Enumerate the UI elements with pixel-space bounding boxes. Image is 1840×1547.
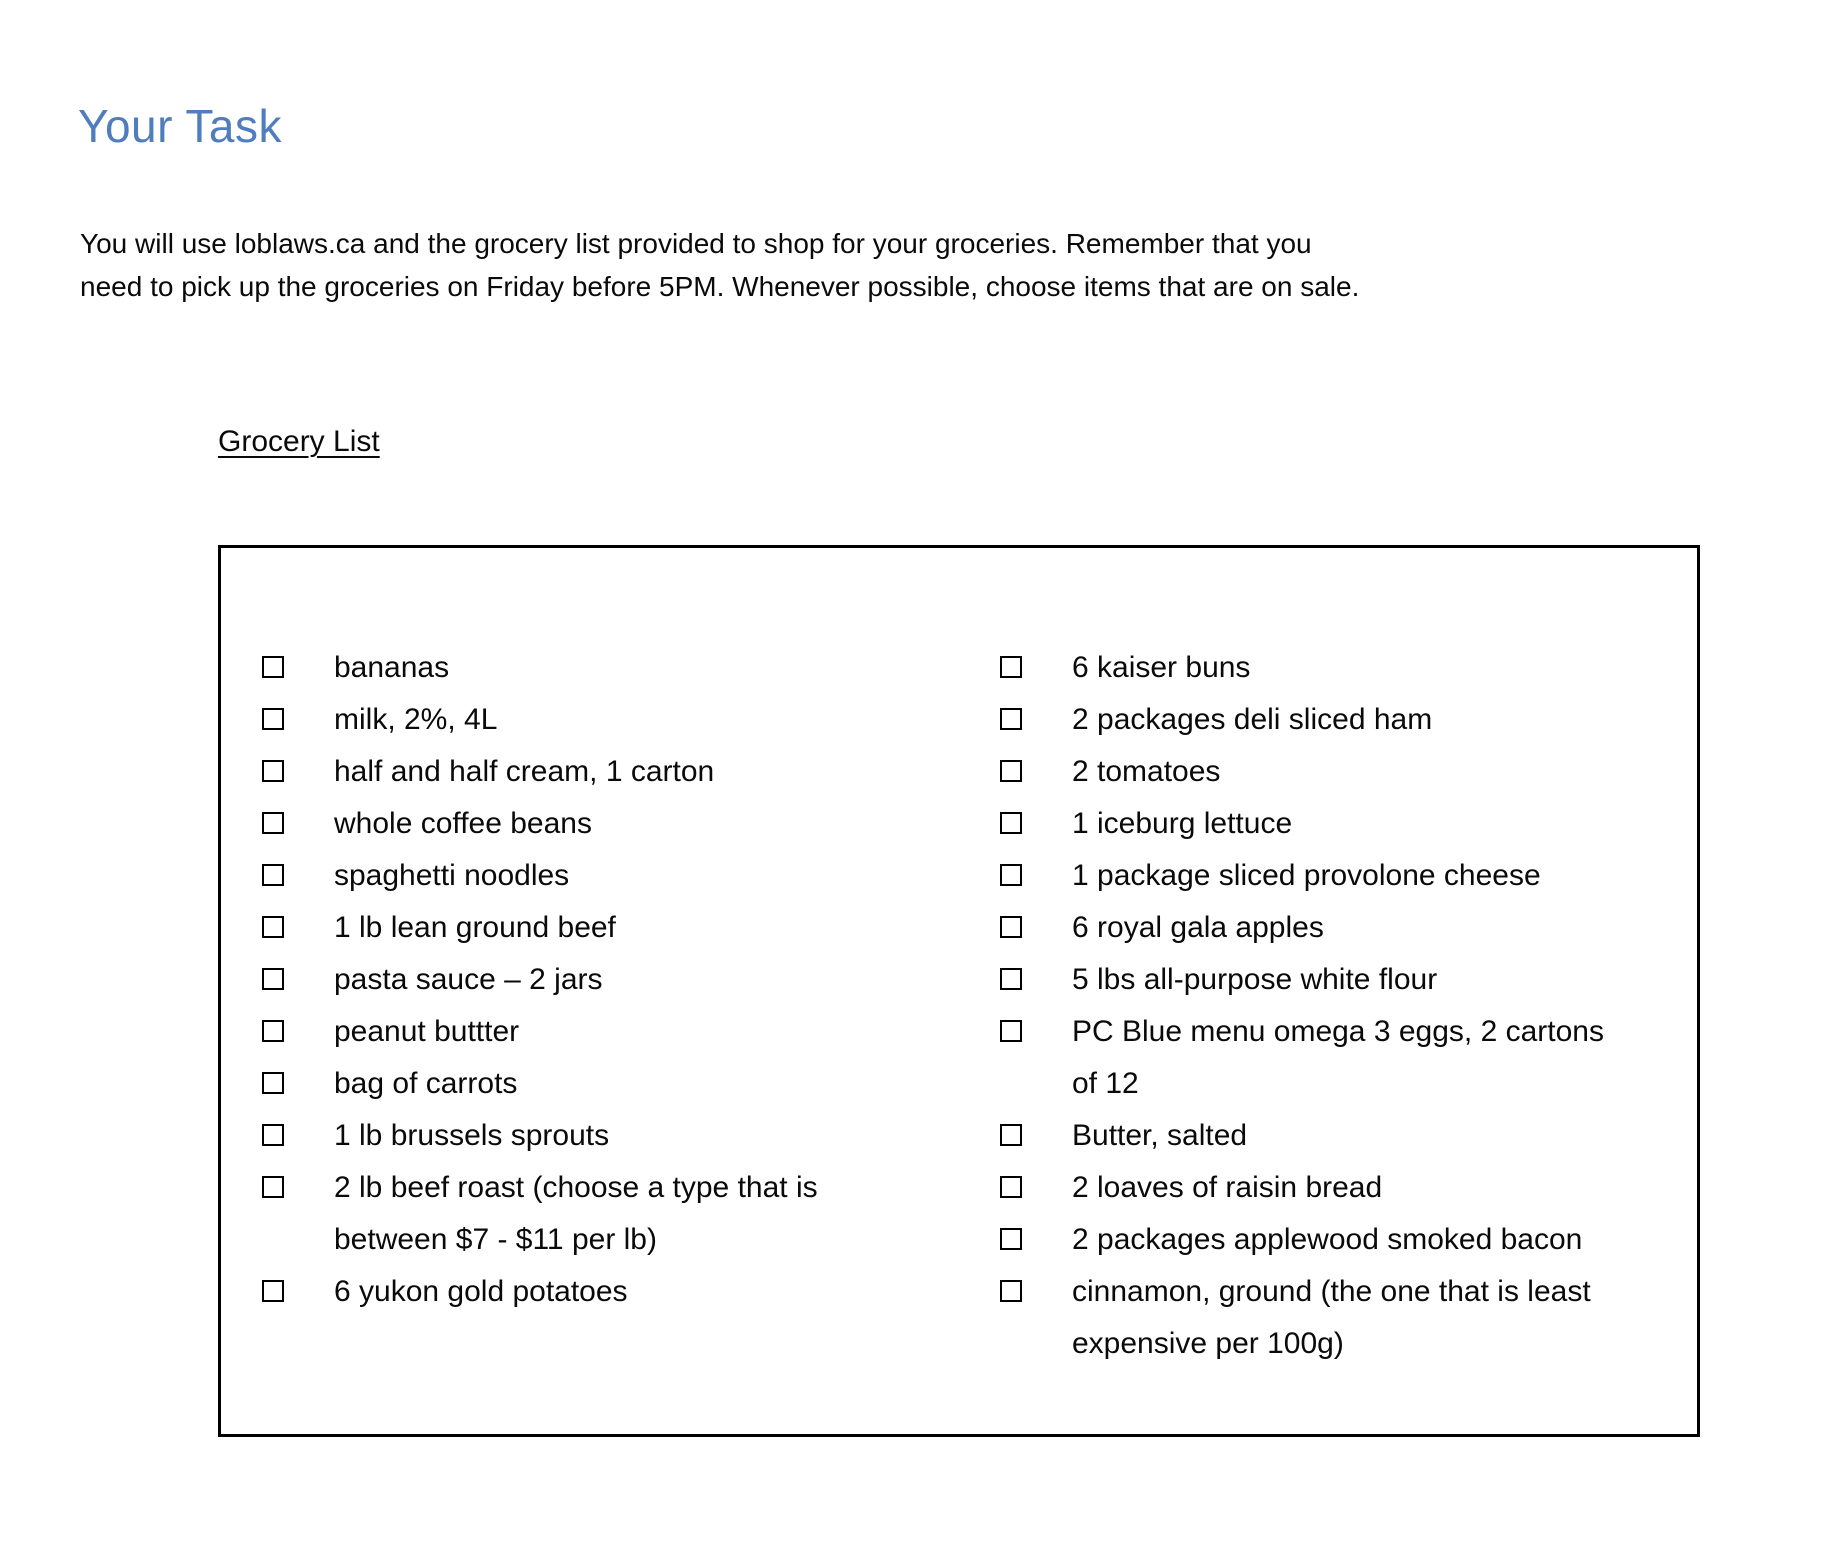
checkbox-icon[interactable] <box>262 760 284 782</box>
grocery-item-text: whole coffee beans <box>334 807 592 840</box>
checkbox-icon[interactable] <box>262 1176 284 1198</box>
grocery-item-text: 2 tomatoes <box>1072 755 1221 788</box>
grocery-item <box>1000 1214 1604 1266</box>
grocery-item <box>262 694 818 746</box>
grocery-item <box>1000 642 1604 694</box>
grocery-item <box>1000 902 1604 954</box>
grocery-item-text: peanut buttter <box>334 1015 520 1048</box>
checkbox-icon[interactable] <box>1000 760 1022 782</box>
grocery-item <box>262 1006 818 1058</box>
checkbox-icon[interactable] <box>262 1020 284 1042</box>
grocery-item-text: 5 lbs all-purpose white flour <box>1072 963 1438 996</box>
grocery-item-text: 1 iceburg lettuce <box>1072 807 1293 840</box>
grocery-list-heading: Grocery List <box>218 425 380 458</box>
grocery-item-text: 6 kaiser buns <box>1072 651 1251 684</box>
grocery-item <box>262 1058 818 1110</box>
grocery-item-text: bag of carrots <box>334 1067 518 1100</box>
checkbox-icon[interactable] <box>1000 1228 1022 1250</box>
checkbox-icon[interactable] <box>1000 1020 1022 1042</box>
grocery-item <box>1000 954 1604 1006</box>
checkbox-icon[interactable] <box>1000 1280 1022 1302</box>
grocery-item-text: pasta sauce – 2 jars <box>334 963 603 996</box>
grocery-item <box>262 954 818 1006</box>
grocery-item-text: 2 packages applewood smoked bacon <box>1072 1223 1583 1256</box>
grocery-list-box <box>218 545 1700 1437</box>
grocery-list-column-left <box>262 642 818 1318</box>
grocery-list-column-right <box>1000 642 1604 1370</box>
grocery-item-text: 1 lb lean ground beef <box>334 911 616 944</box>
grocery-item <box>1000 746 1604 798</box>
grocery-item <box>262 850 818 902</box>
checkbox-icon[interactable] <box>1000 968 1022 990</box>
checkbox-icon[interactable] <box>1000 916 1022 938</box>
checkbox-icon[interactable] <box>262 812 284 834</box>
checkbox-icon[interactable] <box>262 1072 284 1094</box>
grocery-item <box>262 1266 818 1318</box>
grocery-item <box>1000 1006 1604 1110</box>
checkbox-icon[interactable] <box>262 1280 284 1302</box>
grocery-item <box>262 902 818 954</box>
grocery-item <box>262 642 818 694</box>
task-instructions-line-1: You will use loblaws.ca and the grocery list provided to shop for your groceries. Remember that you <box>80 228 1312 259</box>
checkbox-icon[interactable] <box>1000 812 1022 834</box>
checkbox-icon[interactable] <box>262 708 284 730</box>
page-title: Your Task <box>78 99 282 152</box>
grocery-item-text: spaghetti noodles <box>334 859 570 892</box>
grocery-item-text: Butter, salted <box>1072 1119 1248 1152</box>
grocery-item-text: 2 lb beef roast (choose a type that is between $7 - $11 per lb) <box>334 1171 818 1256</box>
checkbox-icon[interactable] <box>1000 1124 1022 1146</box>
grocery-item <box>262 798 818 850</box>
grocery-item <box>262 1110 818 1162</box>
grocery-item <box>1000 850 1604 902</box>
checkbox-icon[interactable] <box>262 656 284 678</box>
checkbox-icon[interactable] <box>262 864 284 886</box>
checkbox-icon[interactable] <box>1000 1176 1022 1198</box>
grocery-item-text: half and half cream, 1 carton <box>334 755 715 788</box>
grocery-item-text: 6 royal gala apples <box>1072 911 1324 944</box>
grocery-item-text: milk, 2%, 4L <box>334 703 498 736</box>
grocery-item <box>1000 798 1604 850</box>
grocery-item <box>1000 1162 1604 1214</box>
checkbox-icon[interactable] <box>262 968 284 990</box>
grocery-item <box>1000 1110 1604 1162</box>
grocery-item <box>1000 1266 1604 1370</box>
checkbox-icon[interactable] <box>1000 656 1022 678</box>
grocery-item-text: PC Blue menu omega 3 eggs, 2 cartons of 12 <box>1072 1015 1604 1100</box>
checkbox-icon[interactable] <box>262 916 284 938</box>
task-instructions <box>80 222 1359 308</box>
grocery-item-text: 6 yukon gold potatoes <box>334 1275 628 1308</box>
task-instructions-line-2: need to pick up the groceries on Friday before 5PM. Whenever possible, choose items that are on sale. <box>80 271 1360 302</box>
grocery-item-text: bananas <box>334 651 450 684</box>
grocery-item-text: 1 package sliced provolone cheese <box>1072 859 1541 892</box>
checkbox-icon[interactable] <box>1000 708 1022 730</box>
grocery-item-text: cinnamon, ground (the one that is least expensive per 100g) <box>1072 1275 1591 1360</box>
grocery-item <box>1000 694 1604 746</box>
grocery-item-text: 2 loaves of raisin bread <box>1072 1171 1383 1204</box>
grocery-item <box>262 746 818 798</box>
grocery-item <box>262 1162 818 1266</box>
grocery-item-text: 1 lb brussels sprouts <box>334 1119 610 1152</box>
checkbox-icon[interactable] <box>262 1124 284 1146</box>
grocery-item-text: 2 packages deli sliced ham <box>1072 703 1433 736</box>
checkbox-icon[interactable] <box>1000 864 1022 886</box>
